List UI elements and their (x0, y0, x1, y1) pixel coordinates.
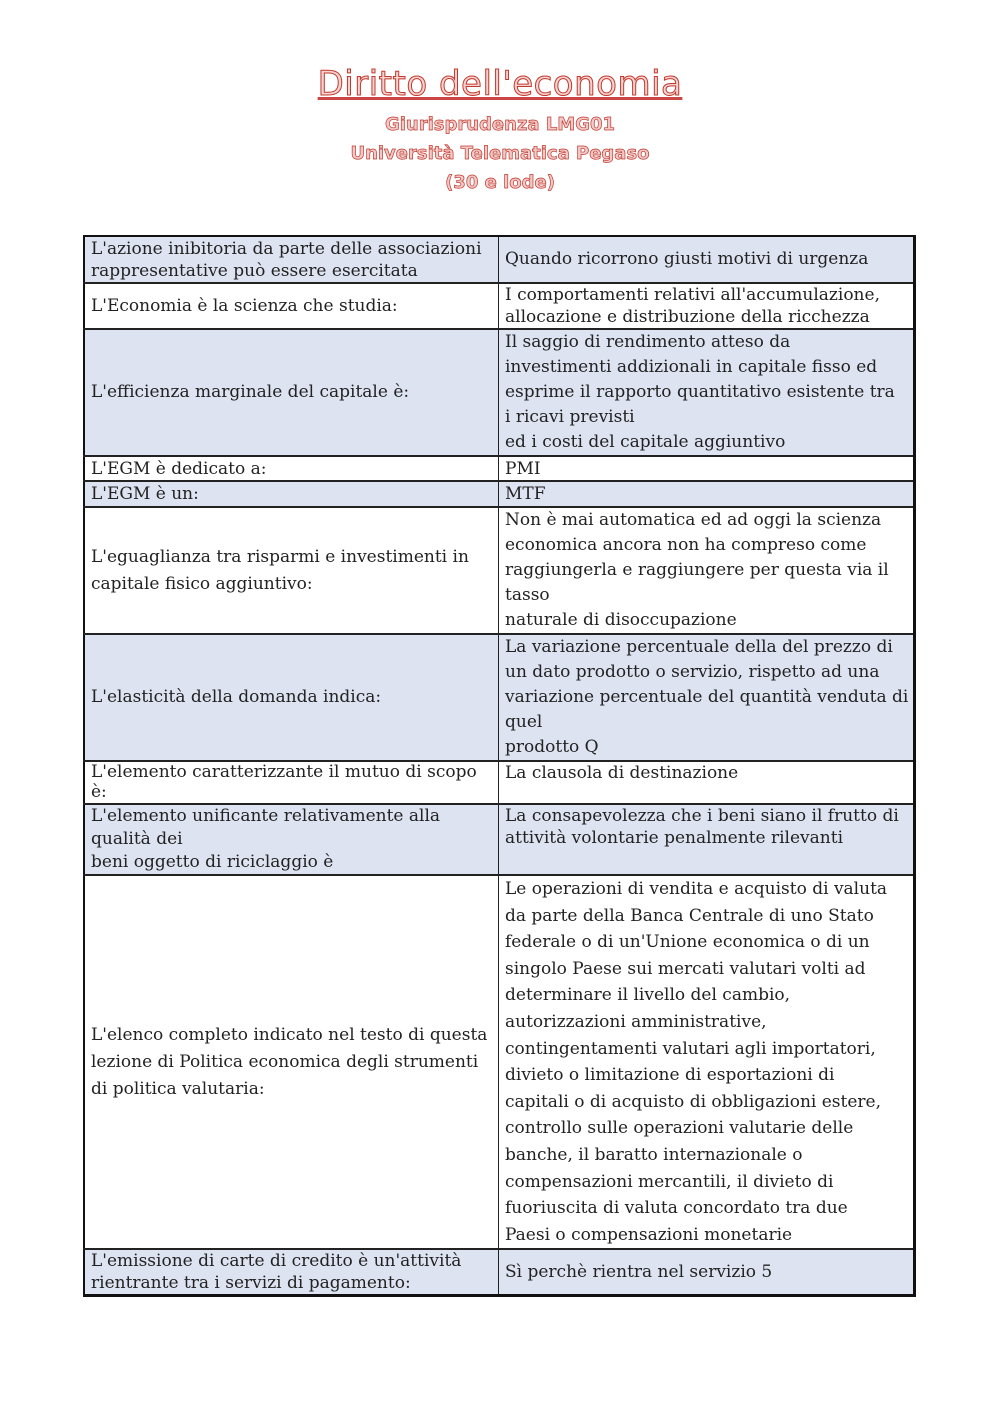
qa-table (83, 235, 916, 1297)
question-cell: L'elenco completo indicato nel testo di questa lezione di Politica economica degli strumenti di politica valutaria: (84, 875, 499, 1249)
question-cell: L'azione inibitoria da parte delle associazioni rappresentative può essere esercitata (84, 236, 499, 283)
question-cell: L'elemento caratterizzante il mutuo di scopo è: (84, 761, 499, 804)
table-row (84, 507, 915, 634)
university-label: Università Telematica Pegaso (350, 143, 650, 164)
question-cell: L'EGM è un: (84, 481, 499, 507)
question-cell: L'elemento unificante relativamente alla qualità dei beni oggetto di riciclaggio è (84, 804, 499, 875)
answer-cell: Sì perchè rientra nel servizio 5 (499, 1249, 915, 1296)
question-cell: L'efficienza marginale del capitale è: (84, 329, 499, 456)
course-label: Giurisprudenza LMG01 (384, 114, 616, 135)
question-cell: L'EGM è dedicato a: (84, 456, 499, 481)
table-row (84, 481, 915, 507)
answer-cell: I comportamenti relativi all'accumulazione, allocazione e distribuzione della ricchezza (499, 283, 915, 329)
table-row (84, 1249, 915, 1296)
answer-cell: La clausola di destinazione (499, 761, 915, 804)
answer-cell: Le operazioni di vendita e acquisto di valuta da parte della Banca Centrale di uno Stato federale o di un'Unione economica o di un singolo Paese sui mercati valutari volti ad determinare il livello del cambio, autorizzazioni amministrative, contingentamenti valutari agli importatori, divieto o limitazione di esportazioni di capitali o di acquisto di obbligazioni estere, controllo sulle operazioni valutarie delle banche, il baratto internazionale o compensazioni mercantili, il divieto di fuoriuscita di valuta concordato tra due Paesi o compensazioni monetarie (499, 875, 915, 1249)
answer-cell: PMI (499, 456, 915, 481)
answer-cell: La consapevolezza che i beni siano il frutto di attività volontarie penalmente rilevanti (499, 804, 915, 875)
table-row (84, 329, 915, 456)
table-row (84, 761, 915, 804)
table-row (84, 804, 915, 875)
table-row (84, 456, 915, 481)
table-row (84, 283, 915, 329)
answer-cell: MTF (499, 481, 915, 507)
question-cell: L'Economia è la scienza che studia: (84, 283, 499, 329)
question-cell: L'elasticità della domanda indica: (84, 634, 499, 761)
table-row (84, 875, 915, 1249)
question-cell: L'emissione di carte di credito è un'attività rientrante tra i servizi di pagamento: (84, 1249, 499, 1296)
answer-cell: Quando ricorrono giusti motivi di urgenza (499, 236, 915, 283)
table-row (84, 236, 915, 283)
question-cell: L'eguaglianza tra risparmi e investimenti in capitale fisico aggiuntivo: (84, 507, 499, 634)
answer-cell: La variazione percentuale della del prezzo di un dato prodotto o servizio, rispetto ad una variazione percentuale del quantità venduta di quel prodotto Q (499, 634, 915, 761)
grade-label: (30 e lode) (445, 172, 555, 193)
table-row (84, 634, 915, 761)
answer-cell: Non è mai automatica ed ad oggi la scienza economica ancora non ha compreso come raggiungerla e raggiungere per questa via il tasso naturale di disoccupazione (499, 507, 915, 634)
document-title: Diritto dell'economia (317, 64, 683, 104)
answer-cell: Il saggio di rendimento atteso da investimenti addizionali in capitale fisso ed esprime il rapporto quantitativo esistente tra i ricavi previsti ed i costi del capitale aggiuntivo (499, 329, 915, 456)
document-header (0, 62, 1000, 197)
